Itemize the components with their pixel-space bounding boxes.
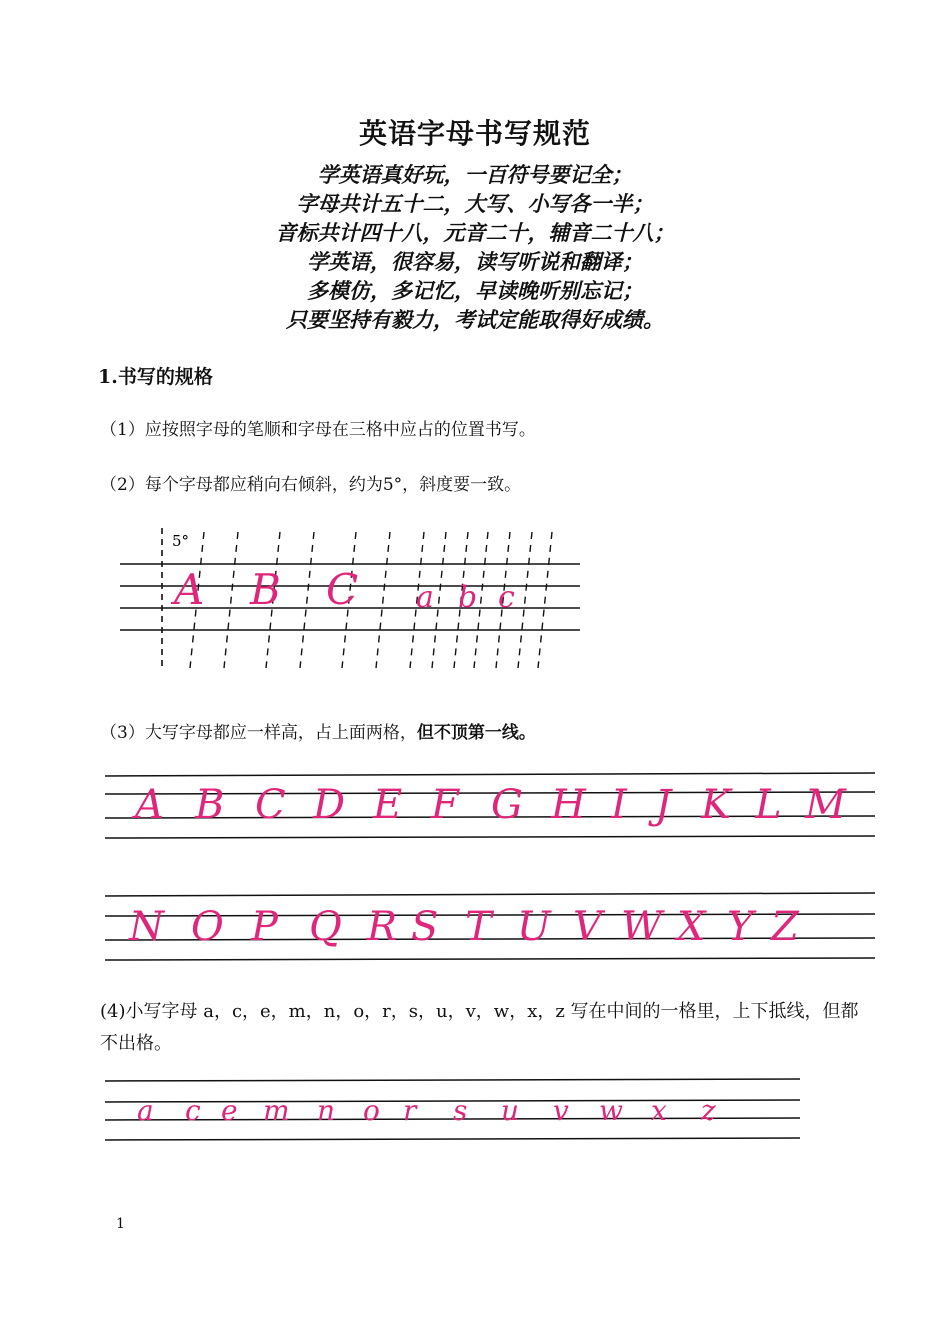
handwritten-letter: s	[453, 1094, 468, 1127]
handwritten-letter: C	[255, 782, 286, 828]
handwritten-letter: o	[363, 1094, 380, 1127]
slant-guide-line	[376, 532, 390, 668]
handwritten-letter: H	[551, 782, 586, 828]
handwritten-letter: X	[677, 904, 706, 950]
handwritten-letter: u	[501, 1094, 520, 1127]
handwritten-letter: N	[129, 904, 164, 950]
handwritten-letter: U	[517, 904, 551, 950]
handwritten-letter: Z	[771, 904, 799, 950]
handwritten-letter: A	[135, 782, 164, 828]
slant-letter: A	[174, 565, 205, 614]
handwritten-letter: P	[251, 904, 278, 950]
handwritten-letter: x	[651, 1094, 667, 1127]
handwritten-letter: E	[373, 782, 403, 828]
rule-4-text: (4)小写字母 a，c，e，m，n，o，r，s，u，v，w，x，z 写在中间的一格里，上下抵线，但都不出格。	[100, 1001, 859, 1054]
slant-guide-line	[432, 532, 446, 668]
handwritten-letter: V	[573, 904, 602, 950]
poem-line: 只要坚持有毅力，考试定能取得好成绩。	[286, 307, 664, 332]
handwritten-letter: J	[655, 782, 672, 828]
handwritten-letter: e	[221, 1094, 238, 1127]
poem-line: 字母共计五十二，大写、小写各一半；	[296, 191, 654, 216]
slant-figure	[110, 522, 590, 672]
handwritten-letter: B	[195, 782, 225, 828]
handwritten-letter: r	[403, 1094, 417, 1127]
handwritten-letter: w	[599, 1094, 623, 1127]
slant-guide-line	[538, 532, 552, 668]
rule-3-emphasis: 但不顶第一线。	[416, 723, 536, 743]
rule-1-text: （1）应按照字母的笔顺和字母在三格中应占的位置书写。	[100, 420, 536, 440]
slant-letter: B	[250, 565, 281, 614]
uppercase-practice-row-2	[105, 886, 880, 968]
handwritten-letter: O	[191, 904, 224, 950]
handwritten-letter: M	[805, 782, 846, 828]
handwritten-letter: a	[137, 1094, 154, 1127]
slant-guide-line	[518, 532, 532, 668]
page-number: 1	[116, 1216, 125, 1232]
handwritten-letter: R	[367, 904, 398, 950]
rule-2-text: （2）每个字母都应稍向右倾斜，约为5°，斜度要一致。	[100, 475, 522, 495]
page-title: 英语字母书写规范	[358, 117, 591, 150]
slant-letter: c	[498, 580, 515, 615]
handwritten-letter: G	[491, 782, 523, 828]
rule-3-text	[100, 718, 536, 743]
section-heading: 1.书写的规格	[98, 366, 213, 388]
slant-guide-line	[224, 532, 238, 668]
uppercase-practice-row-1	[105, 766, 880, 846]
poem-line: 音标共计四十八，元音二十，辅音二十八；	[275, 220, 675, 245]
angle-label: 5°	[172, 532, 190, 550]
handwritten-letter: K	[701, 782, 731, 828]
intro-poem	[0, 160, 950, 334]
handwritten-letter: Q	[309, 904, 342, 950]
handwritten-letter: F	[431, 782, 459, 828]
handwritten-letter: m	[263, 1094, 290, 1127]
handwritten-letter: n	[317, 1094, 336, 1127]
slant-letter: b	[458, 580, 478, 615]
poem-line: 多模仿，多记忆，早读晚听别忘记；	[307, 278, 643, 303]
handwritten-letter: z	[701, 1094, 716, 1127]
slant-letter: C	[326, 565, 359, 614]
poem-line: 学英语真好玩，一百符号要记全；	[317, 162, 633, 187]
handwritten-letter: S	[411, 904, 439, 950]
slant-guide-line	[300, 532, 314, 668]
lowercase-practice-row	[105, 1072, 805, 1148]
handwritten-letter: Y	[727, 904, 754, 950]
slant-letter: a	[416, 580, 434, 615]
handwritten-letter: W	[621, 904, 663, 950]
poem-line: 学英语，很容易，读写听说和翻译；	[307, 249, 643, 274]
handwritten-letter: v	[553, 1094, 569, 1127]
handwritten-letter: c	[185, 1094, 201, 1127]
handwritten-letter: D	[313, 782, 346, 828]
rule-3-prefix: （3）大写字母都应一样高，占上面两格，	[100, 723, 417, 743]
handwritten-letter: L	[755, 782, 782, 828]
handwritten-letter: T	[465, 904, 492, 950]
handwritten-letter: I	[611, 782, 627, 828]
